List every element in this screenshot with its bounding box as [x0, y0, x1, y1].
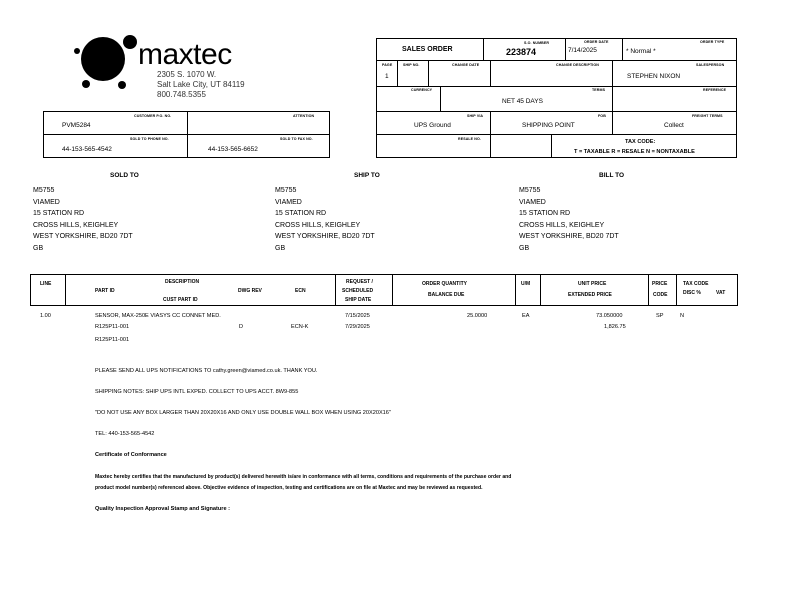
sold-to-line: WEST YORKSHIRE, BD20 7DT [33, 233, 133, 240]
col-price: PRICE [652, 281, 668, 287]
ship-to-line: WEST YORKSHIRE, BD20 7DT [275, 233, 375, 240]
col-request: REQUEST / [346, 279, 373, 285]
order-date-value: 7/14/2025 [568, 47, 597, 54]
ship-to-address [275, 185, 375, 254]
col-dwg-rev: DWG REV [238, 288, 262, 294]
company-address-2: Salt Lake City, UT 84119 [157, 80, 245, 89]
col-balance-due: BALANCE DUE [428, 292, 465, 298]
so-number-value: 223874 [506, 47, 537, 57]
note-tel: TEL: 440-153-565-4542 [95, 431, 155, 437]
page-label: PAGE [382, 63, 393, 67]
order-type-label: ORDER TYPE [700, 40, 725, 44]
freight-terms-label: FREIGHT TERMS [692, 114, 723, 118]
attention-label: ATTENTION [293, 114, 315, 118]
bill-to-heading: BILL TO [599, 172, 625, 179]
item-ecn: ECN-K [291, 324, 309, 330]
ship-to-line: M5755 [275, 187, 297, 194]
sold-phone-value: 44-153-565-4542 [62, 146, 112, 153]
bill-to-line: VIAMED [519, 198, 546, 206]
item-request-date: 7/15/2025 [345, 313, 370, 319]
order-date-label: ORDER DATE [584, 40, 609, 44]
fob-label: FOB [598, 114, 606, 118]
salesperson-value: STEPHEN NIXON [627, 73, 681, 80]
tax-code-legend: T = TAXABLE R = RESALE N = NONTAXABLE [574, 149, 695, 155]
note-coc-title: Certificate of Conformance [95, 452, 167, 458]
reference-label: REFERENCE [703, 88, 727, 92]
freight-terms-value: Collect [664, 122, 684, 129]
col-part-id: PART ID [95, 288, 115, 294]
item-extended-price: 1,826.75 [604, 324, 626, 330]
col-extended-price: EXTENDED PRICE [568, 292, 612, 298]
ship-via-value: UPS Ground [414, 122, 451, 129]
col-line: LINE [40, 281, 52, 287]
item-line: 1.00 [40, 313, 51, 319]
item-description: SENSOR, MAX-250E VIASYS CC CONNET MED. [95, 313, 221, 319]
item-part-id: R125P11-001 [95, 324, 130, 330]
change-date-label: CHANGE DATE [452, 63, 480, 67]
company-address-1: 2305 S. 1070 W. [157, 70, 217, 79]
change-desc-label: CHANGE DESCRIPTION [556, 63, 599, 67]
tax-code-title: TAX CODE: [625, 139, 656, 145]
po-label: CUSTOMER P.O. NO. [134, 114, 172, 118]
ship-via-label: SHIP VIA [467, 114, 484, 118]
col-ship-date: SHIP DATE [345, 297, 372, 303]
sold-fax-value: 44-153-565-6652 [208, 146, 258, 153]
company-phone: 800.748.5355 [157, 90, 206, 99]
col-order-qty: ORDER QUANTITY [422, 281, 467, 287]
order-type-value: * Normal * [626, 48, 656, 55]
terms-value: NET 45 DAYS [502, 98, 543, 105]
fob-value: SHIPPING POINT [522, 122, 575, 129]
note-ups-notifications: PLEASE SEND ALL UPS NOTIFICATIONS TO cathy.green@viamed.co.uk. THANK YOU. [95, 368, 318, 374]
col-scheduled: SCHEDULED [342, 288, 374, 294]
bill-to-line: GB [519, 244, 530, 252]
item-qty: 25.0000 [467, 313, 488, 319]
bill-to-line: CROSS HILLS, KEIGHLEY [519, 221, 605, 229]
sold-to-line: GB [33, 244, 44, 252]
sold-to-line: CROSS HILLS, KEIGHLEY [33, 221, 119, 229]
order-box [376, 38, 737, 158]
line-table-header [30, 274, 738, 306]
salesperson-label: SALESPERSON [696, 63, 725, 67]
ship-to-line: CROSS HILLS, KEIGHLEY [275, 221, 361, 229]
page-value: 1 [385, 73, 389, 80]
item-tax-code: N [680, 313, 685, 319]
po-value: PVM5284 [62, 122, 91, 129]
document-title: SALES ORDER [402, 46, 453, 53]
sold-to-address [33, 185, 133, 254]
bill-to-line: 15 STATION RD [519, 210, 571, 217]
sold-fax-label: SOLD TO FAX NO. [280, 137, 313, 141]
bill-to-line: M5755 [519, 187, 541, 194]
sold-to-line: M5755 [33, 187, 55, 194]
so-number-label: S.O. NUMBER [524, 41, 550, 45]
ship-no-label: SHIP NO. [403, 63, 420, 67]
sold-to-heading: SOLD TO [110, 172, 139, 179]
note-shipping: SHIPPING NOTES: SHIP UPS INTL EXPED. COLLECT TO UPS ACCT. 8W9-855 [95, 389, 299, 395]
note-inspection: Quality Inspection Approval Stamp and Signature : [95, 506, 230, 512]
sold-phone-label: SOLD TO PHONE NO. [130, 137, 169, 141]
col-um: U/M [521, 281, 531, 287]
sold-to-line: VIAMED [33, 198, 60, 206]
col-unit-price: UNIT PRICE [578, 281, 607, 287]
item-cust-part-id: R125P11-001 [95, 337, 130, 343]
ship-to-line: GB [275, 244, 286, 252]
note-coc-line-1: Maxtec hereby certifies that the manufactured by product(s) delivered herewith is/are in conformance with all terms, conditions and requirements of the purchase order and [95, 474, 512, 480]
terms-label: TERMS [592, 88, 606, 92]
ship-to-line: VIAMED [275, 198, 302, 206]
company-name: maxtec [138, 38, 232, 71]
note-coc-line-2: product model number(s) referenced above. Objective evidence of inspection, testing and certifications are on file at Maxtec and may be reviewed as requested. [95, 485, 483, 491]
col-code: CODE [653, 292, 668, 298]
ship-to-line: 15 STATION RD [275, 210, 327, 217]
bill-to-address [519, 185, 619, 254]
col-vat: VAT [716, 290, 726, 296]
item-price-code: SP [656, 313, 664, 319]
ship-to-heading: SHIP TO [354, 172, 380, 179]
currency-label: CURRENCY [411, 88, 433, 92]
col-cust-part-id: CUST PART ID [163, 297, 198, 303]
col-description: DESCRIPTION [165, 279, 200, 285]
item-scheduled-date: 7/29/2025 [345, 324, 370, 330]
item-um: EA [522, 313, 530, 319]
bill-to-line: WEST YORKSHIRE, BD20 7DT [519, 233, 619, 240]
company-logo [62, 29, 274, 103]
col-disc: DISC % [683, 290, 701, 296]
col-tax-code: TAX CODE [683, 281, 709, 287]
resale-label: RESALE NO. [458, 137, 481, 141]
item-unit-price: 73.050000 [596, 313, 623, 319]
col-ecn: ECN [295, 288, 306, 294]
item-dwg-rev: D [239, 324, 244, 330]
sold-to-line: 15 STATION RD [33, 210, 85, 217]
note-box-size: "DO NOT USE ANY BOX LARGER THAN 20X20X16 AND ONLY USE DOUBLE WALL BOX WHEN USING 20X20X16" [95, 410, 391, 416]
